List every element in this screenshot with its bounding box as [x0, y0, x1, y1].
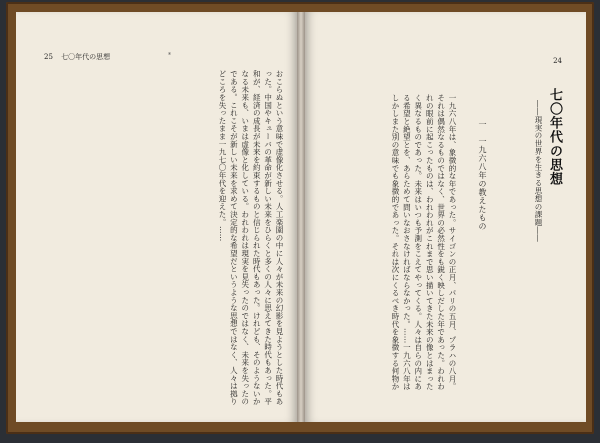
left-page: [16, 12, 297, 422]
chapter-title: 七〇年代の思想: [547, 88, 562, 186]
section-heading: 一 一九六八年の教えたもの: [478, 120, 487, 231]
left-page-body: おこらぬという意味で虚像化させる。人工楽園の中に人々が未来の幻影を見ようとした時代もあった。中国やキューバの革命が新しい未来をひらくと多くの人々に思えてきた時代もあった。平和が、経済の成長が未来を約束するものと信じられた時代もあった。けれども、そのようないかなる未来も、いまは虚像と化している。われわれは現実を見失ったのではなく、未来を失ったのである。これこそが新しい未来を求めて決定的な希望だというような思想ではなく、人々は拠りどころを失ったまま一九七〇年代を迎えた。……: [217, 70, 284, 406]
right-page: [305, 12, 586, 422]
left-page-number: 25: [44, 53, 53, 61]
running-head: 七〇年代の思想: [61, 53, 111, 61]
right-page-number: 24: [553, 57, 562, 65]
chapter-subtitle: ――現実の世界を生きる思想の課題――: [534, 100, 543, 243]
right-page-body: 一九六八年は、象徴的な年であった。サイゴンの正月、パリの五月、プラハの八月。それは偶然なるものではなく、世界の必然性をも鋭く映しだした年であった。われわれの眼前に起こったものは、われわれがこれまで思い描いてきた未来の像とはまったく異なるものであった。未来はいつも予測をこえてやってくる。人々は自らの内にある希望と絶望とを、あらためて問いなおさなければならなかった。……一九六八年はしかしまた別の意味でも象徴的であった。それは次にくるべき時代を象徴する何物か: [390, 94, 457, 391]
left-page-header: [44, 52, 110, 62]
asterisk-mark: *: [168, 52, 171, 59]
book-gutter: [297, 12, 305, 422]
open-book: [6, 2, 594, 434]
